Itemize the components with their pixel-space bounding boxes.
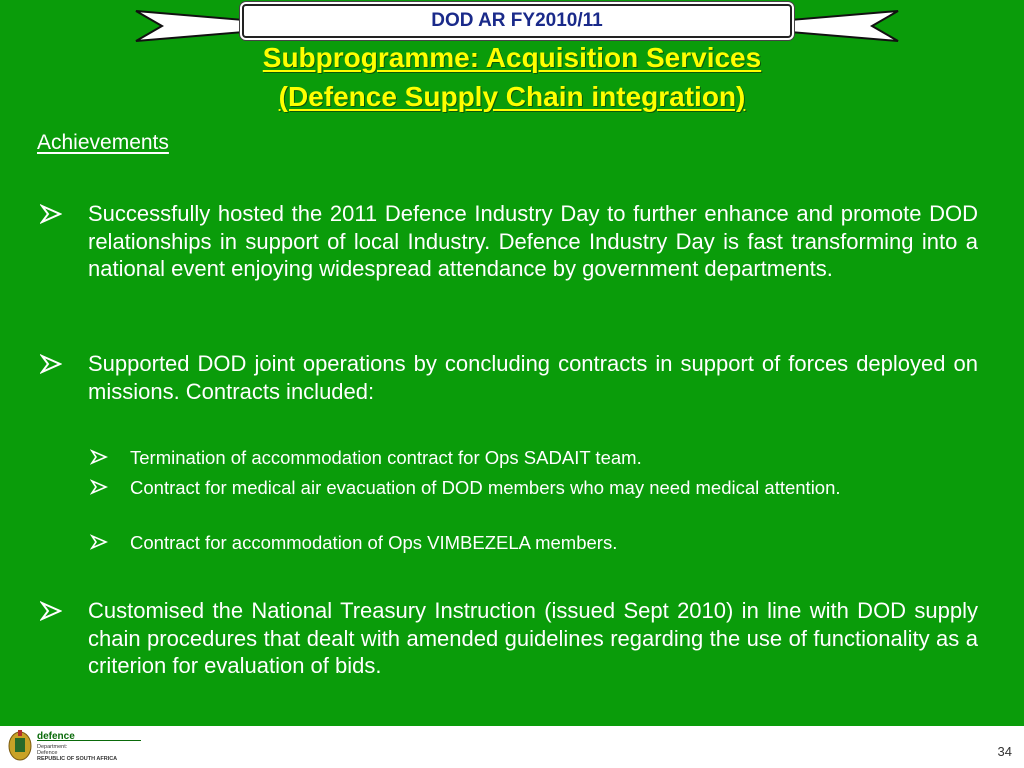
- banner-left-arrow-icon: [134, 9, 246, 43]
- banner-title: DOD AR FY2010/11: [431, 10, 603, 31]
- banner-right-arrow-icon: [788, 9, 900, 43]
- slide-title-line2: (Defence Supply Chain integration): [278, 81, 746, 112]
- department-line: Defence: [37, 750, 58, 756]
- department-line: Department:: [37, 744, 68, 750]
- department-name: defence: [37, 731, 75, 742]
- arrow-bullet-icon: [40, 354, 62, 374]
- arrow-sub-bullet-icon: [90, 534, 108, 550]
- country-line: REPUBLIC OF SOUTH AFRICA: [37, 756, 118, 762]
- header-banner: [242, 4, 792, 38]
- sub-bullet-item: Termination of accommodation contract for Ops SADAIT team.: [130, 447, 642, 468]
- bullet-paragraph: Successfully hosted the 2011 Defence Industry Day to further enhance and promote DOD relationships in support of local Industry. Defence Industry Day is fast transforming into a national event enjoying widespread attendance by government departments.: [88, 201, 978, 281]
- bullet-paragraph: Supported DOD joint operations by concluding contracts in support of forces deployed on missions. Contracts included:: [88, 351, 978, 404]
- section-heading: Achievements: [37, 131, 169, 154]
- arrow-bullet-icon: [40, 601, 62, 621]
- arrow-bullet-icon: [40, 204, 62, 224]
- sub-bullet-item: Contract for accommodation of Ops VIMBEZELA members.: [130, 532, 618, 553]
- slide-title-line1: Subprogramme: Acquisition Services: [262, 42, 762, 73]
- department-details: [37, 744, 117, 762]
- arrow-sub-bullet-icon: [90, 449, 108, 465]
- sub-bullet-item: Contract for medical air evacuation of DOD members who may need medical attention.: [130, 477, 841, 498]
- page-number: 34: [997, 744, 1012, 759]
- arrow-sub-bullet-icon: [90, 479, 108, 495]
- bullet-paragraph: Customised the National Treasury Instruction (issued Sept 2010) in line with DOD supply chain procedures that dealt with amended guidelines regarding the use of functionality as a criterion for evaluation of bids.: [88, 598, 978, 678]
